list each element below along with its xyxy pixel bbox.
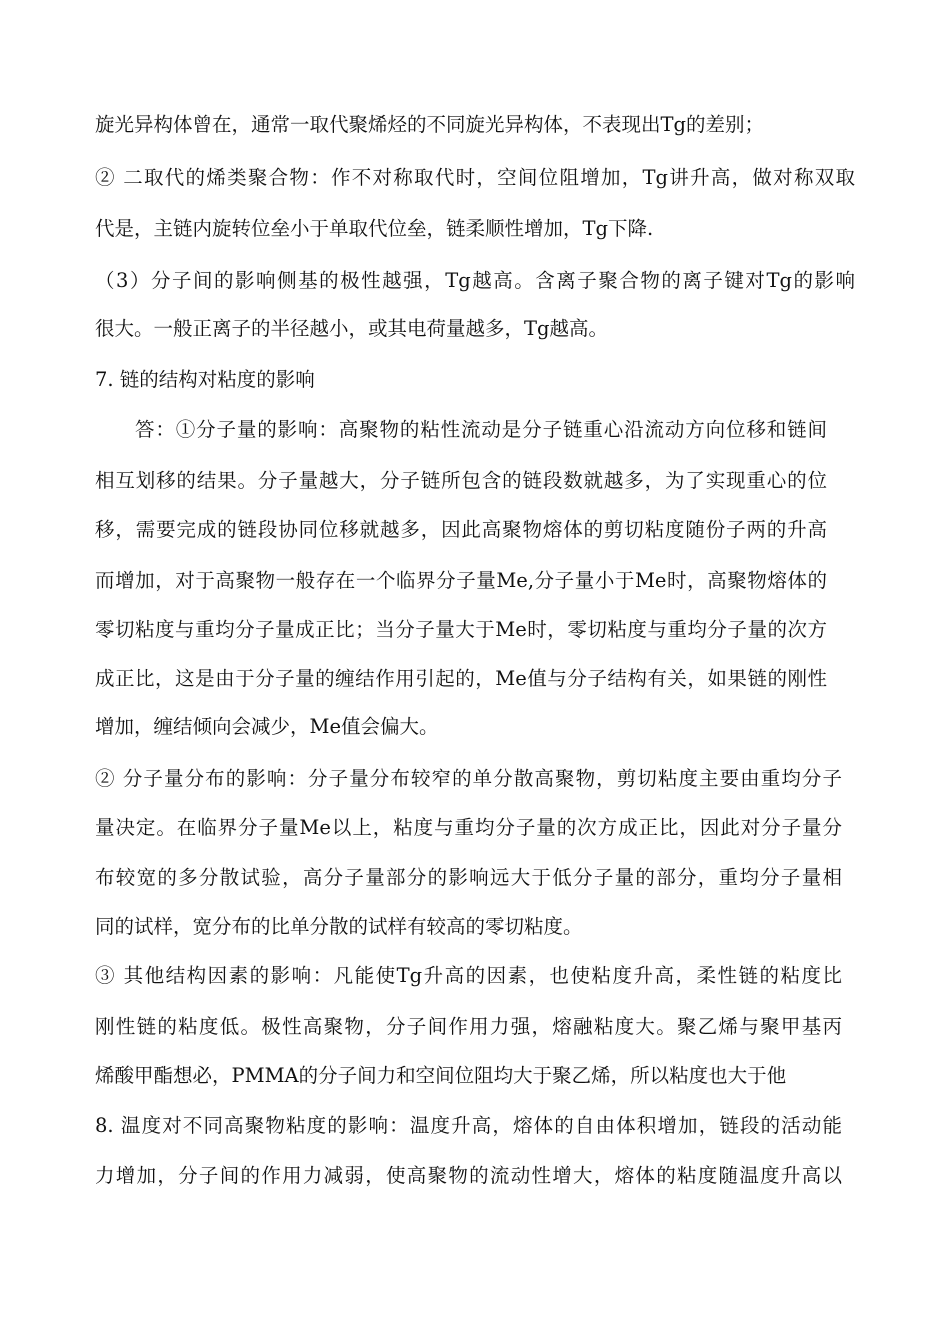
text-line-4: （3）分子间的影响侧基的极性越强，Tg越高。含离子聚合物的离子键对Tg的影响 <box>95 269 855 292</box>
text-line-15: 量决定。在临界分子量Me以上，粘度与重均分子量的次方成正比，因此对分子量分 <box>95 816 842 839</box>
text-line-18: ③ 其他结构因素的影响：凡能使Tg升高的因素，也使粘度升高，柔性链的粘度比 <box>95 964 842 987</box>
text-line-9: 移，需要完成的链段协同位移就越多，因此高聚物熔体的剪切粘度随份子两的升高 <box>95 518 827 541</box>
text-line-22: 力增加，分子间的作用力减弱，使高聚物的流动性增大，熔体的粘度随温度升高以 <box>95 1164 842 1187</box>
text-line-14: ② 分子量分布的影响：分子量分布较窄的单分散高聚物，剪切粘度主要由重均分子 <box>95 767 842 790</box>
text-line-13: 增加，缠结倾向会减少，Me值会偏大。 <box>95 715 439 738</box>
text-line-20: 烯酸甲酯想必，PMMA的分子间力和空间位阻均大于聚乙烯，所以粘度也大于他 <box>95 1064 787 1087</box>
section-heading-7: 7. 链的结构对粘度的影响 <box>95 368 315 391</box>
text-line-12: 成正比，这是由于分子量的缠结作用引起的，Me值与分子结构有关，如果链的刚性 <box>95 667 827 690</box>
text-line-1: 旋光异构体曾在，通常一取代聚烯烃的不同旋光异构体，不表现出Tg的差别； <box>95 113 764 136</box>
text-line-3: 代是，主链内旋转位垒小于单取代位垒，链柔顺性增加，Tg下降. <box>95 217 654 240</box>
text-line-19: 刚性链的粘度低。极性高聚物，分子间作用力强，熔融粘度大。聚乙烯与聚甲基丙 <box>95 1015 842 1038</box>
text-line-16: 布较宽的多分散试验，高分子量部分的影响远大于低分子量的部分，重均分子量相 <box>95 866 842 889</box>
text-line-5: 很大。一般正离子的半径越小，或其电荷量越多，Tg越高。 <box>95 317 608 340</box>
text-line-11: 零切粘度与重均分子量成正比；当分子量大于Me时，零切粘度与重均分子量的次方 <box>95 618 827 641</box>
section-heading-8: 8. 温度对不同高聚物粘度的影响：温度升高，熔体的自由体积增加，链段的活动能 <box>95 1114 842 1137</box>
text-line-8: 相互划移的结果。分子量越大，分子链所包含的链段数就越多，为了实现重心的位 <box>95 469 827 492</box>
text-line-2: ② 二取代的烯类聚合物：作不对称取代时，空间位阻增加，Tg讲升高，做对称双取 <box>95 166 855 189</box>
text-line-10: 而增加，对于高聚物一般存在一个临界分子量Me,分子量小于Me时，高聚物熔体的 <box>95 569 827 592</box>
text-line-7: 答：①分子量的影响：高聚物的粘性流动是分子链重心沿流动方向位移和链间 <box>135 418 827 441</box>
text-line-17: 同的试样，宽分布的比单分散的试样有较高的零切粘度。 <box>95 915 583 938</box>
